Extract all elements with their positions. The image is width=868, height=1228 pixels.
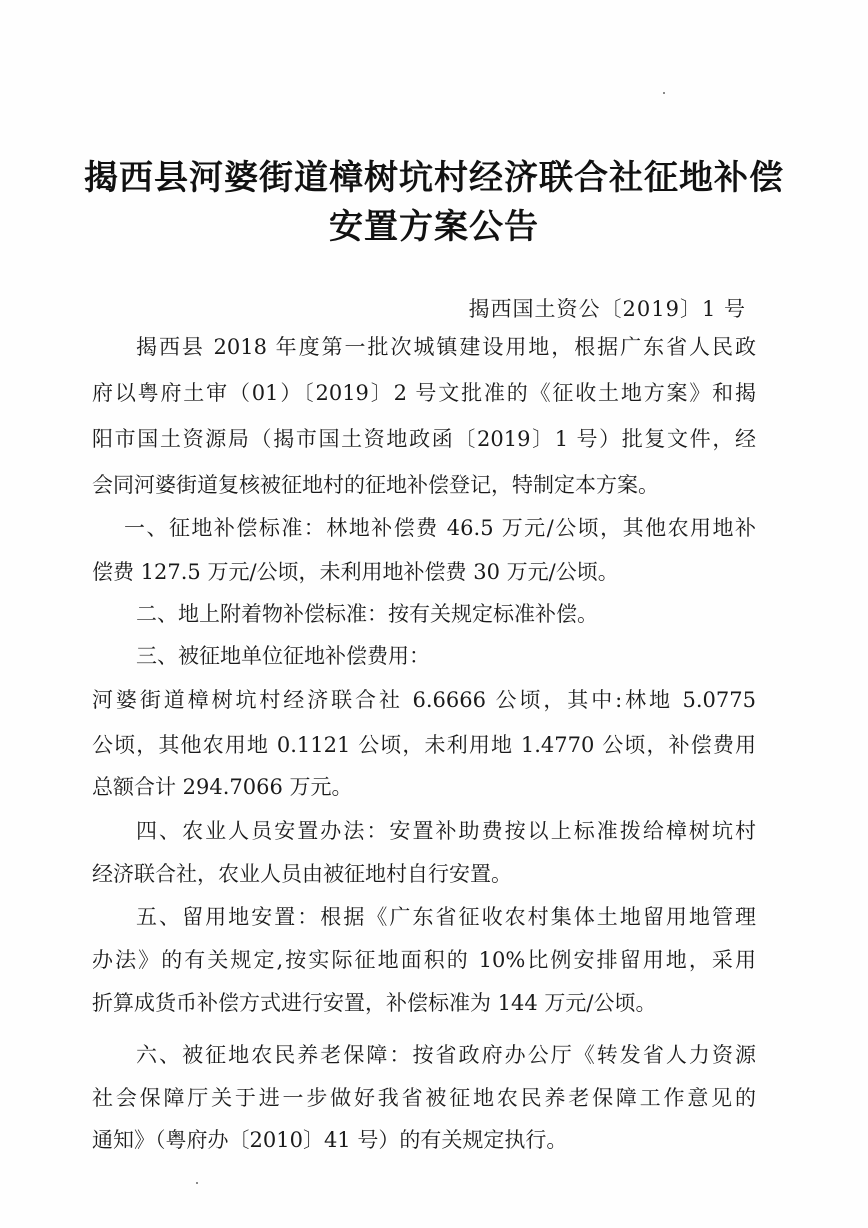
paragraph-line: 经济联合社，农业人员由被征地村自行安置。 — [92, 862, 512, 886]
paragraph-line: 河婆街道樟树坑村经济联合社 6.6666 公顷，其中:林地 5.0775 — [92, 688, 756, 712]
paragraph-line: 四、农业人员安置办法：安置补助费按以上标准拨给樟树坑村 — [136, 819, 756, 843]
paragraph-line: 三、被征地单位征地补偿费用： — [136, 644, 430, 668]
paragraph-line: 折算成货币补偿方式进行安置，补偿标准为 144 万元/公顷。 — [92, 991, 657, 1015]
scan-speck — [196, 1182, 198, 1184]
paragraph-line: 一、征地补偿标准：林地补偿费 46.5 万元/公顷，其他农用地补 — [124, 516, 756, 540]
paragraph-line: 府以粤府土审（01）〔2019〕2 号文批准的《征收土地方案》和揭 — [92, 381, 756, 405]
paragraph-line: 会同河婆街道复核被征地村的征地补偿登记，特制定本方案。 — [92, 473, 659, 497]
scan-speck — [663, 92, 665, 94]
paragraph-line: 阳市国土资源局（揭市国土资地政函〔2019〕1 号）批复文件，经 — [92, 427, 756, 451]
paragraph-line: 偿费 127.5 万元/公顷，未利用地补偿费 30 万元/公顷。 — [92, 560, 619, 584]
paragraph-line: 揭西县 2018 年度第一批次城镇建设用地，根据广东省人民政 — [136, 335, 756, 359]
paragraph-line: 六、被征地农民养老保障：按省政府办公厅《转发省人力资源 — [136, 1043, 756, 1067]
document-number: 揭西国土资公〔2019〕1 号 — [468, 297, 746, 321]
paragraph-line: 总额合计 294.7066 万元。 — [92, 775, 353, 799]
paragraph-line: 社会保障厅关于进一步做好我省被征地农民养老保障工作意见的 — [92, 1086, 756, 1110]
paragraph-line: 办法》的有关规定,按实际征地面积的 10%比例安排留用地，采用 — [92, 948, 756, 972]
document-title-line-2: 安置方案公告 — [329, 207, 539, 247]
paragraph-line: 通知》（粤府办〔2010〕41 号）的有关规定执行。 — [92, 1128, 568, 1152]
document-title-line-1: 揭西县河婆街道樟树坑村经济联合社征地补偿 — [84, 158, 784, 198]
paragraph-line: 公顷，其他农用地 0.1121 公顷，未利用地 1.4770 公顷，补偿费用 — [92, 733, 756, 757]
paragraph-line: 五、留用地安置：根据《广东省征收农村集体土地留用地管理 — [136, 905, 756, 929]
paragraph-line: 二、地上附着物补偿标准：按有关规定标准补偿。 — [136, 602, 598, 626]
